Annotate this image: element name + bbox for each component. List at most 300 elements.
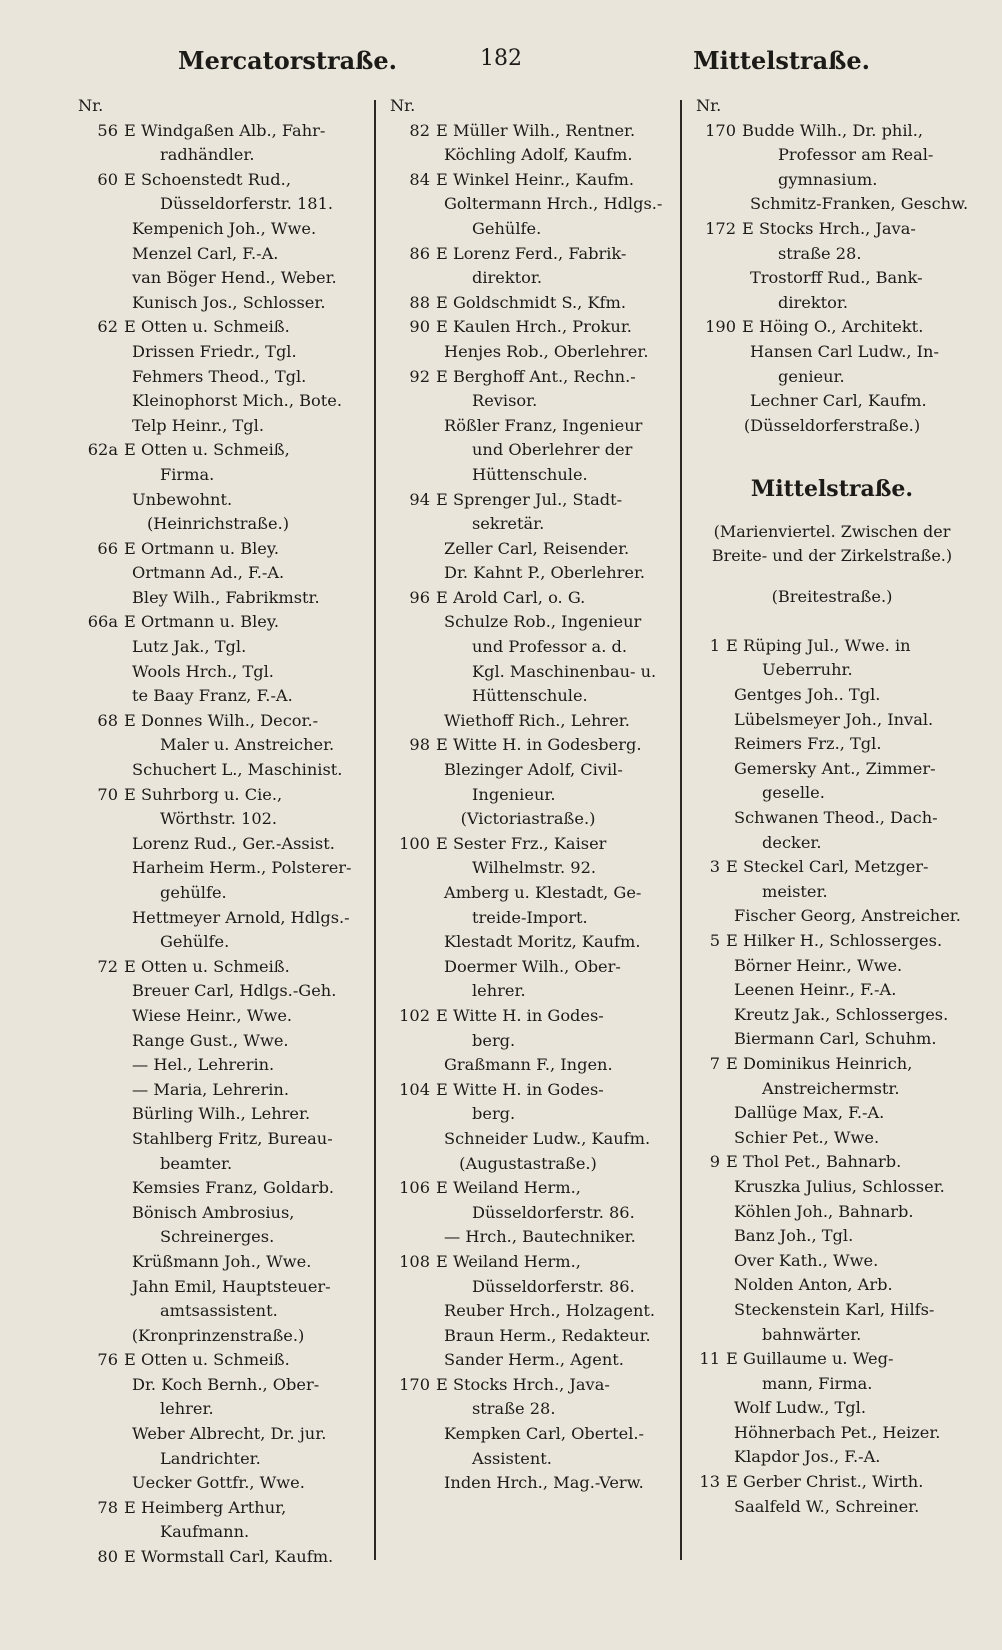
entry-text: gymnasium. [778, 169, 878, 189]
entry-line [686, 1150, 978, 1175]
entry-text: Düsseldorferstr. 181. [160, 194, 334, 214]
entry-line [380, 1176, 676, 1201]
entry-line [68, 1004, 368, 1029]
entry-line [686, 315, 978, 340]
entry-list [380, 119, 676, 1496]
entry-line [68, 168, 368, 193]
house-number: 11 [699, 1349, 720, 1369]
house-number: 80 [97, 1547, 118, 1567]
entry-line [380, 488, 676, 513]
entry-text: Maler u. Anstreicher. [160, 735, 335, 755]
entry-line [68, 340, 368, 365]
entry-text: Hansen Carl Ludw., In- [750, 341, 939, 361]
cross-street: (Victoriastraße.) [460, 809, 596, 829]
entry-text: E Kaulen Hrch., Prokur. [436, 317, 632, 337]
entry-line [380, 1102, 676, 1127]
entry-line [380, 1127, 676, 1152]
cross-street: (Kronprinzenstraße.) [131, 1325, 305, 1345]
house-number: 90 [409, 317, 430, 337]
entry-text: Wiethoff Rich., Lehrer. [444, 710, 630, 730]
entry-line [380, 1324, 676, 1349]
entry-line [68, 217, 368, 242]
entry-line [68, 709, 368, 734]
entry-text: Graßmann F., Ingen. [444, 1055, 613, 1075]
entry-line [686, 1273, 978, 1298]
entry-line [380, 856, 676, 881]
entry-line [68, 635, 368, 660]
entry-line [686, 1495, 978, 1520]
entry-text: berg. [472, 1104, 516, 1124]
entry-line [68, 1447, 368, 1472]
entry-line [380, 930, 676, 955]
entry-text: Dallüge Max, F.-A. [734, 1103, 885, 1123]
entry-text: E Donnes Wilh., Decor.- [124, 710, 319, 730]
house-number: 3 [709, 857, 720, 877]
entry-text: genieur. [778, 366, 845, 386]
entry-line [68, 389, 368, 414]
entry-text: Köchling Adolf, Kaufm. [444, 145, 633, 165]
entry-text: Klestadt Moritz, Kaufm. [444, 932, 641, 952]
entry-text: E Höing O., Architekt. [742, 317, 924, 337]
entry-line [380, 463, 676, 488]
entry-line [68, 143, 368, 168]
entry-text: Steckenstein Karl, Hilfs- [734, 1299, 935, 1319]
entry-line [68, 1201, 368, 1226]
entry-text: Hüttenschule. [472, 464, 588, 484]
entry-text: Wörthstr. 102. [160, 809, 278, 829]
entry-line [380, 586, 676, 611]
house-number: 60 [97, 169, 118, 189]
entry-line [380, 340, 676, 365]
entry-line [686, 1200, 978, 1225]
entry-text: Lorenz Rud., Ger.-Assist. [132, 833, 335, 853]
entry-line [380, 143, 676, 168]
entry-list [68, 119, 368, 1570]
entry-line [686, 781, 978, 806]
entry-text: Klapdor Jos., F.-A. [734, 1447, 881, 1467]
entry-text: E Weiland Herm., [436, 1251, 581, 1271]
entry-text: Schier Pet., Wwe. [734, 1127, 880, 1147]
entry-text: Leenen Heinr., F.-A. [734, 980, 897, 1000]
entry-text: Nolden Anton, Arb. [734, 1275, 893, 1295]
entry-line [380, 1053, 676, 1078]
entry-text: Harheim Herm., Polsterer- [132, 858, 352, 878]
entry-line [686, 1224, 978, 1249]
entry-line [380, 266, 676, 291]
house-number: 82 [409, 120, 430, 140]
entry-text: Weber Albrecht, Dr. jur. [132, 1424, 327, 1444]
house-number: 1 [709, 635, 720, 655]
entry-text: Gemersky Ant., Zimmer- [734, 758, 936, 778]
entry-line [686, 954, 978, 979]
section-note: (Marienviertel. Zwischen der Breite- und der Zirkelstraße.) [711, 521, 953, 566]
entry-line [380, 1275, 676, 1300]
entry-text: gehülfe. [160, 883, 227, 902]
entry-line [686, 708, 978, 733]
entry-text: Banz Joh., Tgl. [734, 1226, 854, 1246]
entry-line [68, 1422, 368, 1447]
entry-line [68, 1102, 368, 1127]
entry-text: Bürling Wilh., Lehrer. [132, 1104, 311, 1124]
entry-text: — Hel., Lehrerin. [132, 1055, 275, 1075]
entry-line [686, 757, 978, 782]
entry-text: Schuchert L., Maschinist. [132, 760, 343, 780]
entry-text: Dr. Koch Bernh., Ober- [132, 1374, 320, 1394]
entry-line [686, 119, 978, 144]
entry-line [686, 1298, 978, 1323]
entry-text: Hüttenschule. [472, 686, 588, 706]
entry-text: E Suhrborg u. Cie., [124, 784, 283, 804]
house-number: 76 [97, 1350, 118, 1370]
entry-text: radhändler. [160, 145, 255, 165]
house-number: 68 [97, 710, 118, 730]
entry-line [380, 758, 676, 783]
house-number: 106 [399, 1178, 430, 1198]
entry-text: lehrer. [472, 981, 526, 1001]
column-label: Nr. [696, 96, 722, 115]
entry-line [68, 119, 368, 144]
entry-line [380, 733, 676, 758]
entry-list [686, 119, 978, 439]
entry-text: Rößler Franz, Ingenieur [444, 415, 643, 435]
entry-text: sekretär. [472, 514, 545, 534]
entry-line [68, 660, 368, 685]
entry-line [380, 389, 676, 414]
entry-text: direktor. [472, 268, 543, 288]
entry-text: E Winkel Heinr., Kaufm. [436, 169, 634, 189]
directory-column-2 [380, 94, 676, 1496]
entry-text: mann, Firma. [762, 1373, 873, 1393]
entry-line [380, 315, 676, 340]
entry-text: — Maria, Lehrerin. [132, 1079, 289, 1099]
entry-text: Goltermann Hrch., Hdlgs.- [444, 194, 663, 214]
entry-line [68, 1299, 368, 1324]
entry-text: E Schoenstedt Rud., [124, 169, 291, 189]
entry-line [68, 1127, 368, 1152]
entry-text: bahnwärter. [762, 1324, 862, 1344]
entry-line [68, 856, 368, 881]
directory-column-3 [686, 94, 978, 1519]
entry-line [686, 1052, 978, 1077]
entry-text: E Otten u. Schmeiß. [124, 956, 290, 976]
entry-line [380, 979, 676, 1004]
entry-text: Range Gust., Wwe. [132, 1030, 289, 1050]
entry-text: Lechner Carl, Kaufm. [750, 391, 927, 411]
entry-line [380, 168, 676, 193]
entry-line [68, 561, 368, 586]
entry-text: Zeller Carl, Reisender. [444, 538, 630, 558]
house-number: 66 [97, 538, 118, 558]
entry-text: Assistent. [472, 1448, 552, 1468]
entry-text: Kleinophorst Mich., Bote. [132, 391, 342, 411]
entry-text: E Otten u. Schmeiß, [124, 440, 290, 460]
entry-text: E Rüping Jul., Wwe. in [726, 635, 911, 655]
entry-text: E Otten u. Schmeiß. [124, 317, 290, 337]
entry-text: treide-Import. [472, 907, 588, 927]
entry-line [68, 1176, 368, 1201]
entry-line [68, 242, 368, 267]
entry-line [380, 1397, 676, 1422]
entry-text: Firma. [160, 464, 215, 484]
entry-line [68, 1053, 368, 1078]
entry-line [686, 634, 978, 659]
entry-line [380, 610, 676, 635]
entry-text: Köhlen Joh., Bahnarb. [734, 1201, 914, 1221]
entry-line [68, 1029, 368, 1054]
entry-text: Kgl. Maschinenbau- u. [472, 661, 657, 681]
house-number: 66a [87, 612, 118, 632]
entry-line [380, 684, 676, 709]
entry-text: Henjes Rob., Oberlehrer. [444, 341, 649, 361]
entry-text: Over Kath., Wwe. [734, 1250, 879, 1270]
entry-text: Budde Wilh., Dr. phil., [742, 120, 924, 140]
entry-text: E Arold Carl, o. G. [436, 587, 586, 607]
entry-line [686, 1175, 978, 1200]
entry-line [380, 365, 676, 390]
house-number: 62a [87, 440, 118, 460]
entry-text: Sander Herm., Agent. [444, 1350, 624, 1370]
entry-line [686, 658, 978, 683]
house-number: 104 [399, 1079, 430, 1099]
entry-text: Wools Hrch., Tgl. [132, 661, 274, 681]
entry-text: E Sester Frz., Kaiser [436, 833, 607, 853]
entry-text: Lutz Jak., Tgl. [132, 637, 247, 657]
entry-line [68, 881, 368, 906]
entry-line [380, 414, 676, 439]
entry-text: Bley Wilh., Fabrikmstr. [132, 587, 320, 607]
entry-text: Höhnerbach Pet., Heizer. [734, 1422, 941, 1442]
entry-text: Blezinger Adolf, Civil- [444, 760, 623, 780]
entry-text: — Hrch., Bautechniker. [444, 1227, 636, 1247]
entry-line [686, 168, 978, 193]
entry-text: E Stocks Hrch., Java- [436, 1374, 610, 1394]
entry-text: Gehülfe. [160, 932, 230, 952]
entry-line [68, 266, 368, 291]
entry-text: decker. [762, 832, 822, 852]
column-divider [680, 100, 682, 1560]
section-title: Mittelstraße. [750, 475, 914, 502]
entry-line [380, 1348, 676, 1373]
house-number: 13 [699, 1472, 720, 1492]
house-number: 108 [399, 1251, 430, 1271]
entry-line [68, 1496, 368, 1521]
entry-text: E Otten u. Schmeiß. [124, 1350, 290, 1370]
entry-line [380, 1422, 676, 1447]
house-number: 62 [97, 317, 118, 337]
entry-line [686, 1372, 978, 1397]
house-number: 102 [399, 1005, 430, 1025]
entry-text: E Müller Wilh., Rentner. [436, 120, 636, 140]
entry-text: Schneider Ludw., Kaufm. [444, 1128, 651, 1148]
house-number: 72 [97, 956, 118, 976]
entry-text: E Guillaume u. Weg- [726, 1349, 894, 1369]
entry-line [68, 610, 368, 635]
entry-text: Gehülfe. [472, 218, 542, 238]
entry-line [686, 340, 978, 365]
entry-line [68, 783, 368, 808]
entry-text: E Wormstall Carl, Kaufm. [124, 1547, 334, 1567]
entry-text: E Thol Pet., Bahnarb. [726, 1152, 902, 1172]
entry-line [380, 881, 676, 906]
entry-text: E Witte H. in Godes- [436, 1005, 604, 1025]
entry-line [686, 732, 978, 757]
entry-text: Wiese Heinr., Wwe. [132, 1005, 293, 1025]
entry-text: Revisor. [472, 391, 538, 411]
running-head-right: Mittelstraße. [693, 46, 870, 75]
entry-text: Ueberruhr. [762, 660, 853, 680]
entry-text: Lübelsmeyer Joh., Inval. [734, 709, 934, 729]
house-number: 56 [97, 120, 118, 140]
entry-line [380, 1447, 676, 1472]
entry-text: Landrichter. [160, 1448, 261, 1468]
entry-line [68, 463, 368, 488]
house-number: 190 [705, 317, 736, 337]
entry-line [686, 1126, 978, 1151]
entry-text: E Ortmann u. Bley. [124, 538, 279, 558]
entry-text: E Stocks Hrch., Java- [742, 218, 916, 238]
entry-line [686, 217, 978, 242]
entry-text: Uecker Gottfr., Wwe. [132, 1473, 305, 1493]
entry-line [68, 1152, 368, 1177]
entry-line [68, 979, 368, 1004]
entry-line [686, 291, 978, 316]
entry-text: Kemsies Franz, Goldarb. [132, 1178, 335, 1198]
entry-text: Anstreichermstr. [762, 1078, 900, 1098]
entry-line [686, 1323, 978, 1348]
entry-line [68, 1275, 368, 1300]
entry-text: direktor. [778, 292, 849, 312]
house-number: 92 [409, 366, 430, 386]
entry-line [380, 512, 676, 537]
entry-line [68, 832, 368, 857]
entry-line [686, 831, 978, 856]
entry-text: Kruszka Julius, Schlosser. [734, 1176, 945, 1196]
entry-text: Schmitz-Franken, Geschw. [750, 194, 969, 214]
entry-text: Telp Heinr., Tgl. [132, 415, 264, 435]
entry-text: lehrer. [160, 1399, 214, 1419]
entry-line [686, 806, 978, 831]
cross-street: (Düsseldorferstraße.) [743, 415, 921, 435]
entry-line [686, 1101, 978, 1126]
entry-text: E Hilker H., Schlosserges. [726, 931, 943, 950]
entry-text: Kempken Carl, Obertel.- [444, 1424, 644, 1444]
entry-text: te Baay Franz, F.-A. [132, 686, 293, 706]
entry-line [68, 1373, 368, 1398]
column-label: Nr. [390, 96, 416, 115]
entry-line [686, 1027, 978, 1052]
entry-text: Kreutz Jak., Schlosserges. [734, 1004, 949, 1024]
entry-text: E Sprenger Jul., Stadt- [436, 489, 623, 509]
entry-text: Kunisch Jos., Schlosser. [132, 292, 326, 312]
entry-line [686, 1003, 978, 1028]
entry-line [380, 1004, 676, 1029]
entry-text: Düsseldorferstr. 86. [472, 1276, 635, 1296]
entry-text: Schwanen Theod., Dach- [734, 808, 938, 828]
entry-line [68, 586, 368, 611]
entry-text: Doermer Wilh., Ober- [444, 956, 621, 976]
entry-line [380, 1078, 676, 1103]
entry-line [380, 537, 676, 562]
entry-line [68, 807, 368, 832]
entry-line [380, 1373, 676, 1398]
directory-column-1 [68, 94, 368, 1570]
entry-text: Braun Herm., Redakteur. [444, 1325, 651, 1345]
entry-text: meister. [762, 881, 828, 901]
entry-line [68, 438, 368, 463]
entry-text: Inden Hrch., Mag.-Verw. [444, 1473, 644, 1493]
entry-line [68, 930, 368, 955]
entry-line [686, 266, 978, 291]
running-head-left: Mercatorstraße. [178, 46, 398, 75]
entry-line [380, 1201, 676, 1226]
cross-street: (Heinrichstraße.) [146, 514, 290, 534]
entry-line [686, 1249, 978, 1274]
entry-text: Reimers Frz., Tgl. [734, 734, 882, 754]
entry-text: E Lorenz Ferd., Fabrik- [436, 243, 627, 263]
entry-text: Gentges Joh.. Tgl. [734, 685, 881, 705]
entry-line [686, 1421, 978, 1446]
entry-line [380, 1250, 676, 1275]
entry-line [686, 192, 978, 217]
entry-line [68, 365, 368, 390]
entry-line [68, 192, 368, 217]
entry-text: E Goldschmidt S., Kfm. [436, 292, 627, 312]
entry-text: straße 28. [778, 243, 862, 263]
cross-street: (Augustastraße.) [459, 1153, 597, 1173]
entry-line [380, 635, 676, 660]
house-number: 70 [97, 784, 118, 804]
house-number: 170 [705, 120, 736, 140]
entry-line [68, 537, 368, 562]
entry-text: Wolf Ludw., Tgl. [734, 1398, 866, 1418]
entry-line [68, 955, 368, 980]
entry-line [68, 758, 368, 783]
entry-text: Menzel Carl, F.-A. [132, 243, 279, 263]
entry-line [68, 1078, 368, 1103]
entry-text: beamter. [160, 1153, 233, 1173]
entry-text: Schreinerges. [160, 1227, 275, 1247]
entry-text: Hettmeyer Arnold, Hdlgs.- [132, 907, 350, 927]
entry-text: straße 28. [472, 1399, 556, 1419]
page-number: 182 [480, 46, 522, 71]
entry-text: Drissen Friedr., Tgl. [132, 341, 297, 361]
entry-text: Ortmann Ad., F.-A. [132, 563, 285, 583]
entry-line [686, 683, 978, 708]
house-number: 84 [409, 169, 430, 189]
entry-line [380, 291, 676, 316]
house-number: 172 [705, 218, 736, 238]
entry-line [380, 192, 676, 217]
house-number: 5 [709, 931, 720, 950]
entry-line [68, 1471, 368, 1496]
entry-text: Börner Heinr., Wwe. [734, 955, 903, 975]
entry-text: E Gerber Christ., Wirth. [726, 1472, 924, 1492]
entry-text: Saalfeld W., Schreiner. [734, 1496, 920, 1516]
entry-line [686, 242, 978, 267]
entry-line [68, 488, 368, 513]
house-number: 88 [409, 292, 430, 312]
entry-line [68, 291, 368, 316]
entry-line [380, 783, 676, 808]
entry-text: Bönisch Ambrosius, [132, 1202, 295, 1222]
entry-line [380, 1471, 676, 1496]
entry-line [68, 315, 368, 340]
entry-line [686, 143, 978, 168]
entry-text: E Dominikus Heinrich, [726, 1053, 913, 1073]
entry-line [68, 1545, 368, 1570]
entry-text: Fehmers Theod., Tgl. [132, 366, 307, 386]
entry-text: E Witte H. in Godes- [436, 1079, 604, 1099]
